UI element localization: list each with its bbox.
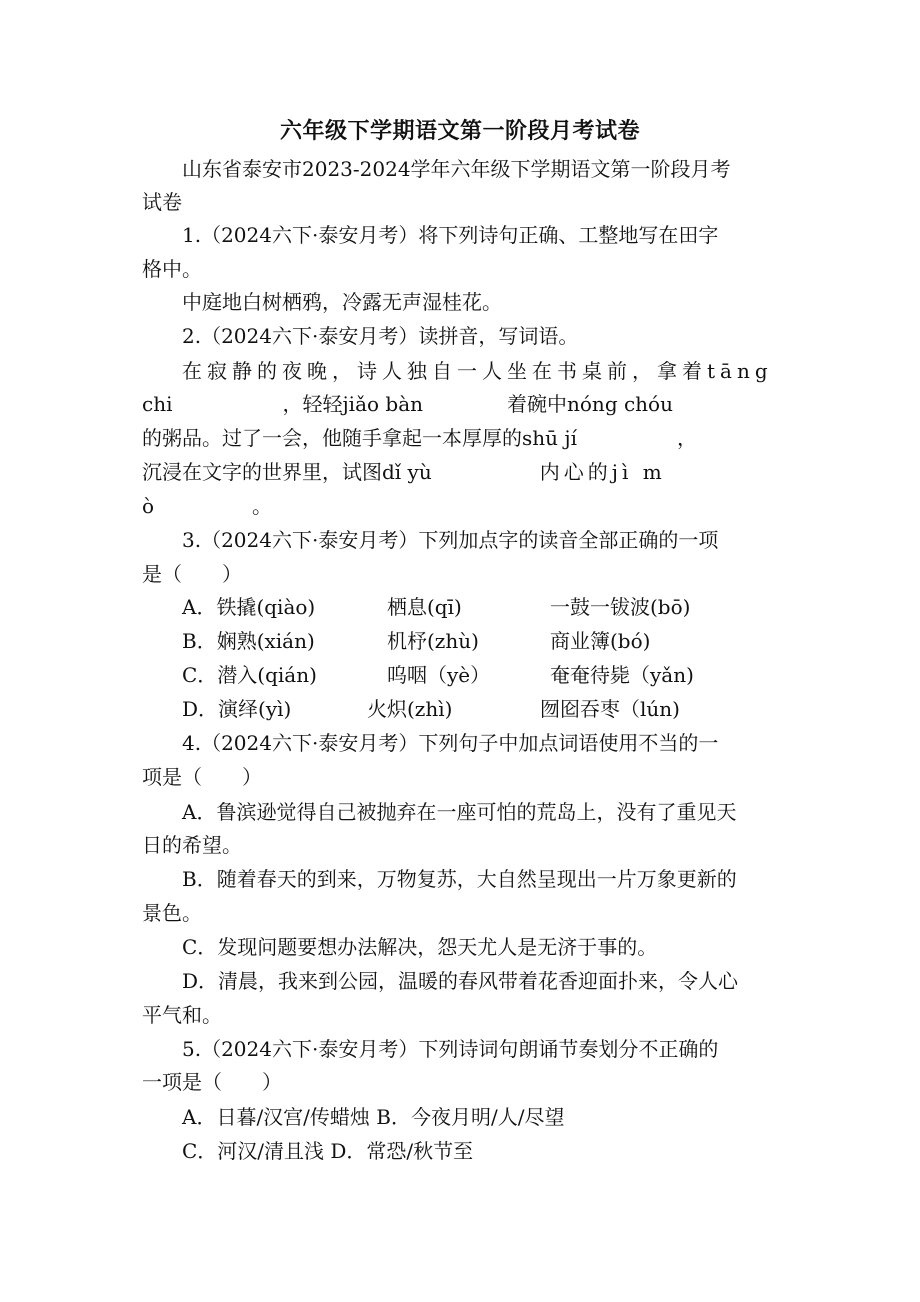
q3-option-a-2: 栖息(qī) (387, 595, 462, 619)
q3-option-c-1: C．潜入(qián) (182, 663, 317, 687)
q4-option-d-line-1[interactable]: D．清晨，我来到公园，温暖的春风带着花香迎面扑来，令人心 (182, 969, 739, 993)
q4-option-d-line-2: 平气和。 (142, 1003, 222, 1027)
q1-stem-line-2: 格中。 (142, 257, 202, 281)
q5-options-ab[interactable]: A．日暮/汉宫/传蜡烛 B．今夜月明/人/尽望 (182, 1105, 565, 1129)
q3-stem-line-2: 是（ ） (142, 562, 242, 586)
q2-passage-line-2 (142, 391, 673, 417)
q3-option-c-2: 呜咽（yè） (387, 663, 491, 687)
intro-line-2: 试卷 (142, 190, 182, 214)
q2-passage-line-4 (142, 459, 666, 485)
q2-stem: 2.（2024六下·泰安月考）读拼音，写词语。 (182, 324, 579, 348)
q3-option-a-3: 一鼓一钹波(bō) (550, 595, 691, 619)
q3-option-a-1: A．铁撬(qiào) (182, 595, 316, 619)
q3-option-d-3: 囫囵吞枣（lún) (540, 697, 680, 721)
q4-option-b-line-2: 景色。 (142, 901, 202, 925)
q3-option-d[interactable] (182, 696, 680, 722)
q2-pinyin-jimo-end: ò (142, 494, 155, 518)
q3-option-b-3: 商业簿(bó) (550, 629, 651, 653)
q2-pinyin-jimo: 内心的jì m (539, 460, 666, 484)
q2-comma: ， (676, 426, 697, 450)
q4-option-a-line-2: 日的希望。 (142, 833, 242, 857)
q2-pinyin-nongchou: 着碗中nóng chóu (507, 392, 673, 416)
intro-line-1: 山东省泰安市2023-2024学年六年级下学期语文第一阶段月考 (182, 157, 731, 181)
q3-option-b-1: B．娴熟(xián) (182, 629, 315, 653)
q4-option-b-line-1[interactable]: B．随着春天的到来，万物复苏，大自然呈现出一片万象更新的 (182, 867, 737, 891)
q2-pinyin-tangchi-end: chi (142, 392, 173, 416)
page-title: 六年级下学期语文第一阶段月考试卷 (279, 119, 640, 144)
q3-option-b[interactable] (182, 628, 650, 654)
q4-stem-line-1: 4.（2024六下·泰安月考）下列句子中加点词语使用不当的一 (182, 731, 719, 755)
q3-option-c-3: 奄奄待毙（yǎn) (550, 663, 694, 687)
q5-stem-line-1: 5.（2024六下·泰安月考）下列诗词句朗诵节奏划分不正确的 (182, 1037, 719, 1061)
q3-option-b-2: 机杼(zhù) (387, 629, 479, 653)
q3-option-d-2: 火炽(zhì) (367, 697, 453, 721)
q5-stem-line-2: 一项是（ ） (142, 1070, 282, 1094)
q2-period: 。 (252, 494, 273, 518)
q2-pinyin-shuji: 的粥品。过了一会，他随手拿起一本厚厚的shū jí (142, 426, 577, 450)
q2-passage-line-1: 在寂静的夜晚，诗人独自一人坐在书桌前，拿着tāng (182, 359, 773, 383)
q3-stem-line-1: 3.（2024六下·泰安月考）下列加点字的读音全部正确的一项 (182, 528, 719, 552)
q3-option-c[interactable] (182, 662, 694, 688)
q2-pinyin-diyu: 沉浸在文字的世界里，试图dǐ yù (142, 460, 432, 484)
q2-pinyin-jiaoban: ，轻轻jiǎo bàn (282, 392, 424, 416)
q1-stem-line-1: 1.（2024六下·泰安月考）将下列诗句正确、工整地写在田字 (182, 223, 719, 247)
q2-passage-line-5 (142, 493, 272, 519)
q4-option-a-line-1[interactable]: A．鲁滨逊觉得自己被抛弃在一座可怕的荒岛上，没有了重见天 (182, 800, 737, 824)
q3-option-d-1: D．演绎(yì) (182, 697, 292, 721)
q4-stem-line-2: 项是（ ） (142, 765, 262, 789)
q3-option-a[interactable] (182, 594, 690, 620)
q1-poem: 中庭地白树栖鸦，冷露无声湿桂花。 (182, 290, 502, 314)
q2-passage-line-3 (142, 425, 697, 451)
q4-option-c[interactable]: C．发现问题要想办法解决，怨天尤人是无济于事的。 (182, 935, 658, 959)
q5-options-cd[interactable]: C．河汉/清且浅 D．常恐/秋节至 (182, 1139, 474, 1163)
